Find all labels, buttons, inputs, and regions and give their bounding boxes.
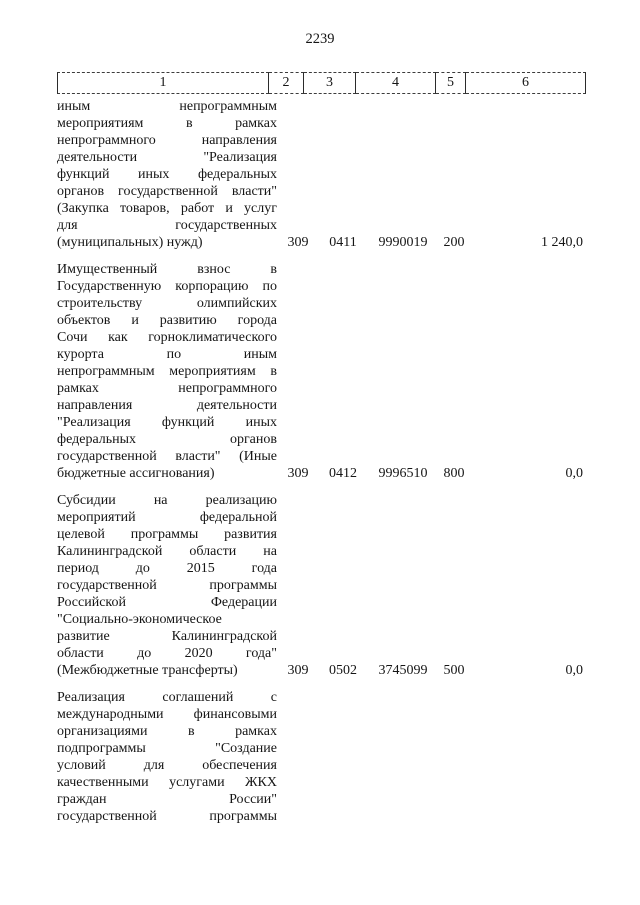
word: "Создание: [215, 741, 277, 756]
word: соглашений: [162, 690, 234, 705]
word: и: [225, 201, 233, 216]
word: России": [229, 792, 277, 807]
word: Российской: [57, 595, 126, 610]
word: непрограммным: [57, 364, 155, 379]
word: федеральной: [199, 510, 277, 525]
text-line: [57, 217, 277, 234]
word: государственной: [57, 809, 157, 824]
word: для: [57, 218, 78, 233]
text-line: [57, 261, 277, 278]
word: в: [185, 116, 193, 131]
text-line: [57, 560, 277, 577]
word: 2015: [186, 561, 215, 576]
word: развития: [224, 527, 277, 542]
word: товаров,: [119, 201, 170, 216]
word: государственной: [118, 184, 218, 199]
word: федеральных: [197, 167, 277, 182]
text-line: [57, 706, 277, 723]
code-cell-3: 0411: [329, 235, 357, 250]
word: финансовыми: [193, 707, 277, 722]
header-col-6: 6: [466, 72, 586, 94]
word: власти": [175, 449, 221, 464]
text-line: [57, 200, 277, 217]
word: Субсидии: [57, 493, 116, 508]
word: (Иные: [239, 449, 277, 464]
amount-cell: 0,0: [565, 466, 583, 481]
word: целевой: [57, 527, 105, 542]
text-line: [57, 689, 277, 706]
text-line: [57, 183, 277, 200]
word: олимпийских: [196, 296, 277, 311]
text-line: [57, 594, 277, 611]
word: по: [262, 279, 277, 294]
word: условий: [57, 758, 106, 773]
word: иных: [138, 167, 170, 182]
text-line: [57, 509, 277, 526]
code-cell-3: 0502: [329, 663, 357, 678]
text-line: [57, 808, 277, 825]
word: Калининградской: [57, 544, 163, 559]
word: мероприятиям: [57, 116, 144, 131]
code-cell-5: 500: [443, 663, 465, 678]
header-col-1: 1: [57, 72, 269, 94]
word: программы: [130, 527, 199, 542]
word: рамках: [235, 116, 277, 131]
word: объектов: [57, 313, 111, 328]
word: рамках: [57, 381, 99, 396]
table-row-1: [57, 98, 587, 251]
header-col-3: 3: [304, 72, 356, 94]
text-line: [57, 774, 277, 791]
word: с: [270, 690, 277, 705]
text-line: [57, 628, 277, 645]
word: горноклиматического: [148, 330, 277, 345]
text-line: бюджетные ассигнования): [57, 466, 215, 481]
text-line: [57, 492, 277, 509]
text-line: "Социально-экономическое: [57, 612, 222, 627]
word: города: [237, 313, 277, 328]
word: развитие: [57, 629, 110, 644]
code-cell-2: 309: [287, 663, 309, 678]
code-cell-5: 200: [443, 235, 465, 250]
table-row-2: [57, 261, 587, 482]
text-line: [57, 645, 277, 662]
word: работ: [180, 201, 215, 216]
table-body: [57, 94, 587, 825]
word: ЖКХ: [245, 775, 277, 790]
header-col-2: 2: [269, 72, 304, 94]
word: строительству: [57, 296, 143, 311]
word: организациями: [57, 724, 148, 739]
text-line: [57, 448, 277, 465]
text-line: [57, 312, 277, 329]
word: власти": [231, 184, 277, 199]
word: федеральных: [57, 432, 137, 447]
page-number: 2239: [305, 31, 335, 47]
word: как: [108, 330, 128, 345]
word: направления: [57, 398, 133, 413]
code-cell-4: 9996510: [378, 466, 428, 481]
word: по: [166, 347, 182, 362]
word: органов: [229, 432, 277, 447]
word: в: [270, 262, 277, 277]
text-line: [57, 149, 277, 166]
word: непрограммного: [178, 381, 277, 396]
word: Государственную: [57, 279, 162, 294]
word: деятельности: [57, 150, 138, 165]
text-line: [57, 723, 277, 740]
text-line: [57, 166, 277, 183]
header-col-4: 4: [356, 72, 436, 94]
word: Имущественный: [57, 262, 158, 277]
word: граждан: [57, 792, 107, 807]
amount-cell: 1 240,0: [541, 235, 583, 250]
word: (Закупка: [57, 201, 109, 216]
word: непрограммного: [57, 133, 156, 148]
row-name-text: [57, 261, 277, 482]
word: на: [153, 493, 168, 508]
amount-cell: 0,0: [565, 663, 583, 678]
word: деятельности: [196, 398, 277, 413]
word: 2020: [184, 646, 213, 661]
word: период: [57, 561, 99, 576]
word: услугами: [169, 775, 225, 790]
word: Реализация: [57, 690, 125, 705]
table-row-4: [57, 689, 587, 825]
word: Калининградской: [171, 629, 277, 644]
text-line: [57, 132, 277, 149]
text-line: [57, 577, 277, 594]
word: органов: [57, 184, 105, 199]
table-header-row: [57, 72, 587, 94]
text-line: [57, 431, 277, 448]
word: подпрограммы: [57, 741, 146, 756]
word: года": [245, 646, 277, 661]
word: области: [57, 646, 104, 661]
text-line: [57, 526, 277, 543]
text-line: [57, 295, 277, 312]
word: иным: [243, 347, 277, 362]
word: в: [270, 364, 277, 379]
code-cell-5: 800: [443, 466, 465, 481]
word: в: [187, 724, 195, 739]
text-line: [57, 414, 277, 431]
text-line: [57, 363, 277, 380]
word: непрограммным: [179, 99, 277, 114]
code-cell-2: 309: [287, 466, 309, 481]
text-line: [57, 397, 277, 414]
word: Сочи: [57, 330, 88, 345]
row-name-text: [57, 98, 277, 251]
text-line: (муниципальных) нужд): [57, 235, 203, 250]
word: государственных: [175, 218, 277, 233]
word: года: [251, 561, 277, 576]
text-line: [57, 346, 277, 363]
word: международными: [57, 707, 164, 722]
table-row-3: [57, 492, 587, 679]
budget-table: [57, 72, 587, 825]
word: функций: [161, 415, 215, 430]
word: иных: [245, 415, 277, 430]
word: "Реализация: [57, 415, 131, 430]
word: и: [131, 313, 139, 328]
word: обеспечения: [202, 758, 277, 773]
word: развитию: [159, 313, 217, 328]
word: государственной: [57, 449, 157, 464]
word: корпорацию: [175, 279, 249, 294]
text-line: [57, 115, 277, 132]
word: услуг: [244, 201, 277, 216]
text-line: [57, 791, 277, 808]
row-name-text: [57, 689, 277, 825]
word: мероприятиям: [169, 364, 256, 379]
word: функций: [57, 167, 110, 182]
word: курорта: [57, 347, 104, 362]
word: до: [137, 646, 152, 661]
text-line: (Межбюджетные трансферты): [57, 663, 238, 678]
row-name-text: [57, 492, 277, 679]
word: иным: [57, 99, 91, 114]
word: Федерации: [210, 595, 277, 610]
text-line: [57, 380, 277, 397]
word: на: [263, 544, 277, 559]
code-cell-4: 3745099: [378, 663, 428, 678]
word: взнос: [197, 262, 231, 277]
text-line: [57, 98, 277, 115]
text-line: [57, 757, 277, 774]
word: качественными: [57, 775, 149, 790]
word: области: [189, 544, 237, 559]
word: для: [143, 758, 165, 773]
word: реализацию: [205, 493, 277, 508]
text-line: [57, 543, 277, 560]
text-line: [57, 278, 277, 295]
code-cell-2: 309: [287, 235, 309, 250]
text-line: [57, 329, 277, 346]
code-cell-4: 9990019: [378, 235, 428, 250]
word: государственной: [57, 578, 157, 593]
word: до: [135, 561, 150, 576]
code-cell-3: 0412: [329, 466, 357, 481]
word: направления: [201, 133, 277, 148]
word: программы: [209, 809, 277, 824]
word: программы: [209, 578, 277, 593]
text-line: [57, 740, 277, 757]
word: мероприятий: [57, 510, 136, 525]
header-col-5: 5: [436, 72, 466, 94]
word: рамках: [235, 724, 277, 739]
word: "Реализация: [203, 150, 277, 165]
